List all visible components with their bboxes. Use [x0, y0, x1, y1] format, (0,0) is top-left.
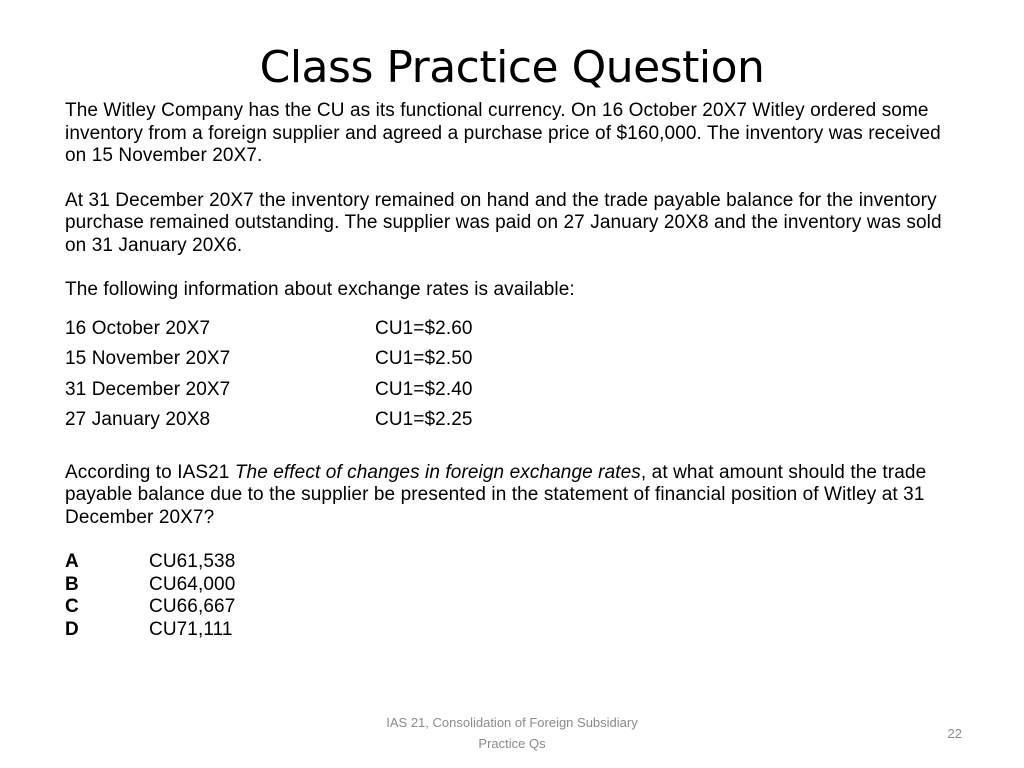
option-letter: B	[65, 573, 79, 595]
rate-value: CU1=$2.40	[375, 378, 473, 400]
rate-date: 15 November 20X7	[65, 348, 231, 369]
page-number: 22	[947, 726, 962, 741]
rate-date: 31 December 20X7	[65, 378, 231, 400]
option-letter: C	[65, 596, 79, 617]
question-body	[65, 100, 965, 641]
rate-value: CU1=$2.25	[375, 409, 473, 430]
option-value: CU71,111	[149, 618, 233, 640]
standard-title: The effect of changes in foreign exchange rates	[234, 461, 641, 483]
rate-row	[65, 405, 965, 436]
option-value: CU64,000	[149, 573, 236, 595]
answer-option	[65, 619, 965, 642]
question-prompt	[65, 462, 965, 530]
question-paragraph-2: At 31 December 20X7 the inventory remained on hand and the trade payable balance for the inventory purchase remained outstanding. The supplier was paid on 27 January 20X8 and the inventory was sold on 31 January 20X6.	[65, 189, 942, 256]
question-prompt-end: , at what amount should the trade payable balance due to the supplier be presented in the statement of financial position of Witley at 31 December 20X7?	[65, 461, 927, 528]
answer-option	[65, 596, 965, 619]
rate-date: 27 January 20X8	[65, 409, 211, 430]
rate-row	[65, 314, 965, 345]
option-letter: A	[65, 551, 79, 572]
rate-date: 16 October 20X7	[65, 317, 211, 339]
footer-line-2: Practice Qs	[478, 736, 546, 751]
slide-title: Class Practice Question	[259, 42, 765, 93]
rate-value: CU1=$2.60	[375, 317, 473, 339]
answer-option	[65, 574, 965, 597]
rate-value: CU1=$2.50	[375, 348, 473, 369]
option-letter: D	[65, 618, 79, 640]
slide-footer	[312, 712, 712, 754]
question-prompt-start: According to IAS21	[65, 461, 235, 483]
rate-row	[65, 344, 965, 375]
exchange-rate-list	[65, 314, 965, 436]
question-paragraph-1: The Witley Company has the CU as its functional currency. On 16 October 20X7 Witley ordered some inventory from a foreign supplier and agreed a purchase price of $160,000. The inventory was received on 15 November 20X7.	[65, 100, 941, 166]
option-value: CU61,538	[149, 551, 236, 572]
answer-option	[65, 551, 965, 574]
answer-options	[65, 551, 965, 641]
footer-line-1: IAS 21, Consolidation of Foreign Subsidiary	[386, 715, 638, 730]
question-paragraph-3: The following information about exchange rates is available:	[65, 279, 575, 300]
option-value: CU66,667	[149, 596, 236, 617]
rate-row	[65, 375, 965, 406]
